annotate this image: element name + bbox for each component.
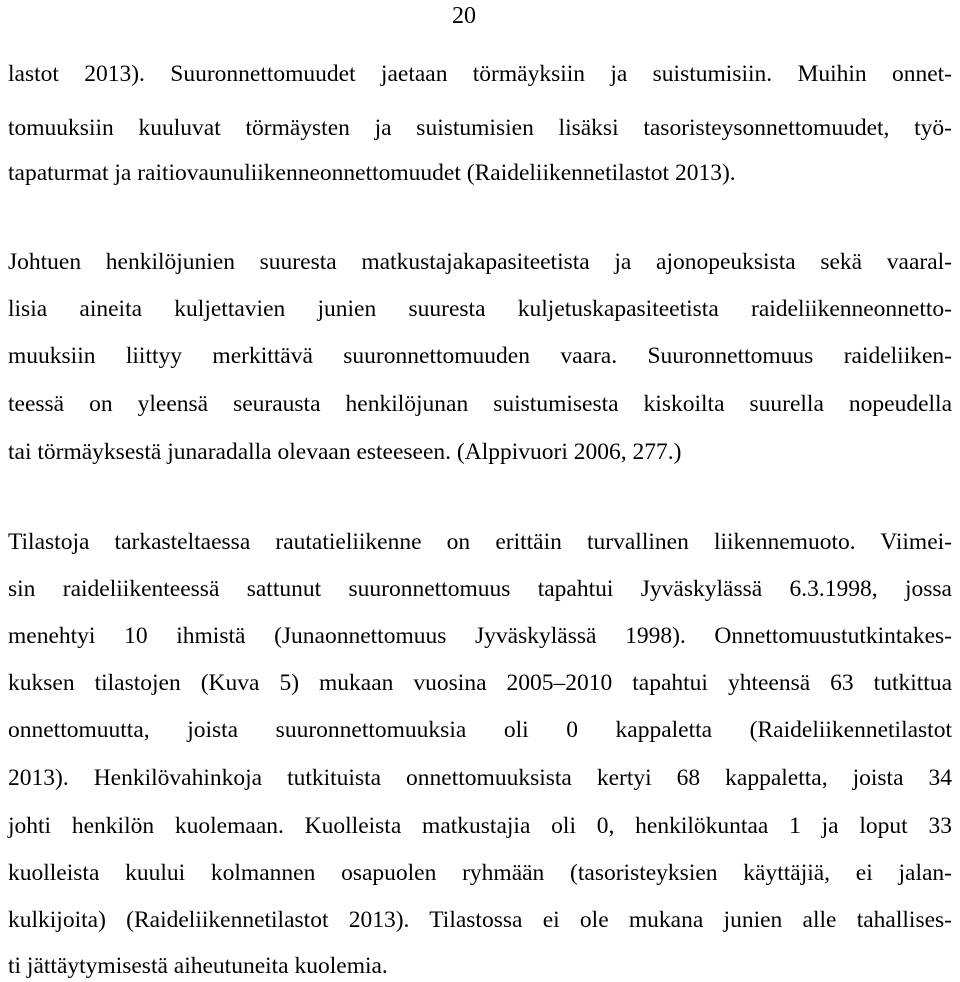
text-line: menehtyi 10 ihmistä (Junaonnettomuus Jyväskylässä 1998). Onnettomuustutkintakes- bbox=[8, 623, 952, 649]
text-line: Tilastoja tarkasteltaessa rautatieliikenne on erittäin turvallinen liikennemuoto. Viimei- bbox=[8, 529, 952, 555]
text-line: tapaturmat ja raitiovaunuliikenneonnettomuudet (Raideliikennetilastot 2013). bbox=[8, 160, 736, 186]
text-line: muuksiin liittyy merkittävä suuronnettomuuden vaara. Suuronnettomuus raideliiken- bbox=[8, 343, 952, 369]
text-line: tomuuksiin kuuluvat törmäysten ja suistumisien lisäksi tasoristeysonnettomuudet, työ- bbox=[8, 115, 952, 141]
text-line: teessä on yleensä seurausta henkilöjunan suistumisesta kiskoilta suurella nopeudella bbox=[8, 391, 952, 417]
text-line: lisia aineita kuljettavien junien suuresta kuljetuskapasiteetista raideliikenneonnetto- bbox=[8, 296, 952, 322]
text-line: kuksen tilastojen (Kuva 5) mukaan vuosina 2005–2010 tapahtui yhteensä 63 tutkittua bbox=[8, 670, 952, 696]
text-line: onnettomuutta, joista suuronnettomuuksia oli 0 kappaletta (Raideliikennetilastot bbox=[8, 717, 952, 743]
text-line: tai törmäyksestä junaradalla olevaan esteeseen. (Alppivuori 2006, 277.) bbox=[8, 439, 682, 465]
text-line: sin raideliikenteessä sattunut suuronnettomuus tapahtui Jyväskylässä 6.3.1998, jossa bbox=[8, 576, 952, 602]
text-line: johti henkilön kuolemaan. Kuolleista matkustajia oli 0, henkilökuntaa 1 ja loput 33 bbox=[8, 813, 952, 839]
text-line: lastot 2013). Suuronnettomuudet jaetaan törmäyksiin ja suistumisiin. Muihin onnet- bbox=[8, 61, 952, 87]
text-line: ti jättäytymisestä aiheutuneita kuolemia. bbox=[8, 953, 388, 979]
text-line: kulkijoita) (Raideliikennetilastot 2013). Tilastossa ei ole mukana junien alle tahallises- bbox=[8, 907, 952, 933]
text-line: 2013). Henkilövahinkoja tutkituista onnettomuuksista kertyi 68 kappaletta, joista 34 bbox=[8, 765, 952, 791]
page-number: 20 bbox=[452, 3, 476, 29]
text-line: Johtuen henkilöjunien suuresta matkustajakapasiteetista ja ajonopeuksista sekä vaaral- bbox=[8, 249, 952, 275]
text-line: kuolleista kuului kolmannen osapuolen ryhmään (tasoristeyksien käyttäjiä, ei jalan- bbox=[8, 860, 952, 886]
